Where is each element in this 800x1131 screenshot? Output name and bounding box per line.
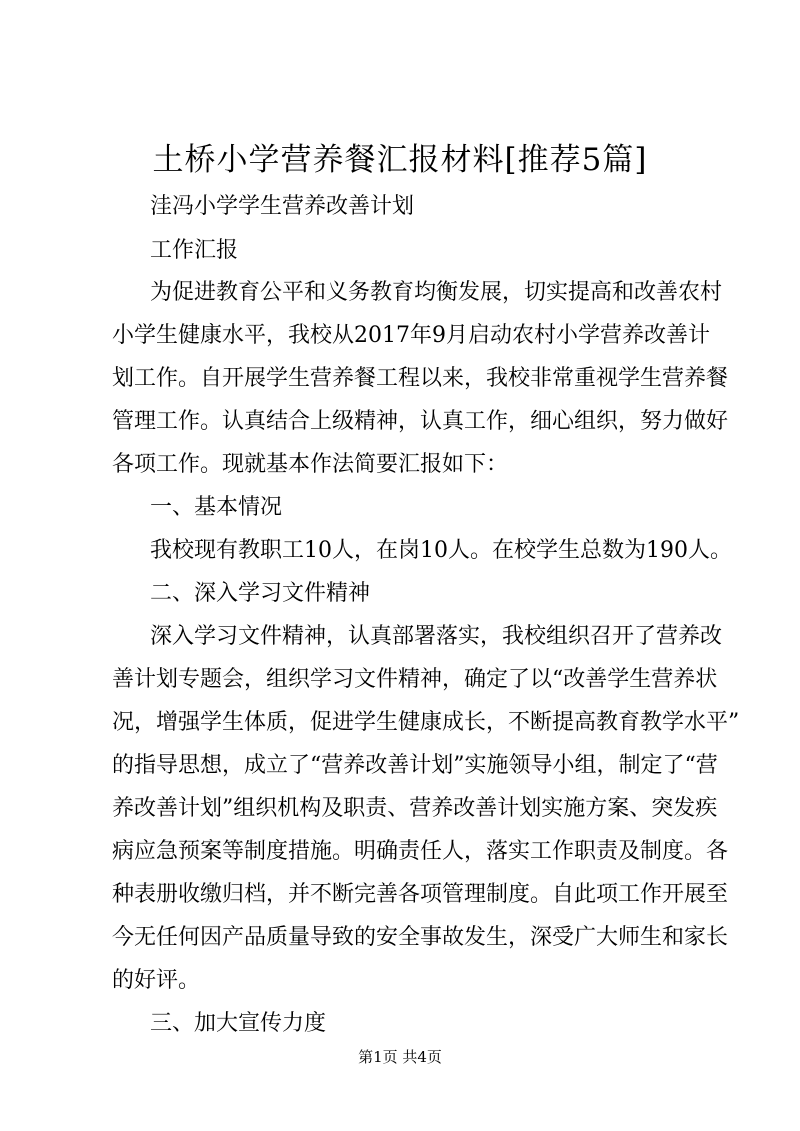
paragraph-line: 深入学习文件精神，认真部署落实，我校组织召开了营养改 — [150, 624, 723, 649]
paragraph-line: 小学生健康水平，我校从2017年9月启动农村小学营养改善计 — [112, 323, 710, 348]
paragraph-line: 为促进教育公平和义务教育均衡发展，切实提高和改善农村 — [150, 280, 723, 305]
section-heading-basic-situation: 一、基本情况 — [150, 495, 283, 520]
paragraph-line: 各项工作。现就基本作法简要汇报如下： — [112, 452, 509, 477]
paragraph-line: 病应急预案等制度措施。明确责任人，落实工作职责及制度。各 — [112, 839, 729, 864]
paragraph-line: 况，增强学生体质，促进学生健康成长，不断提高教育教学水平” — [112, 710, 740, 735]
paragraph-line: 管理工作。认真结合上级精神，认真工作，细心组织，努力做好 — [112, 409, 729, 434]
paragraph-line: 划工作。自开展学生营养餐工程以来，我校非常重视学生营养餐 — [112, 366, 729, 391]
subtitle-school-plan: 洼冯小学学生营养改善计划 — [150, 194, 415, 219]
section-heading-study-documents: 二、深入学习文件精神 — [150, 581, 371, 606]
subtitle-work-report: 工作汇报 — [150, 238, 239, 263]
paragraph-line: 善计划专题会，组织学习文件精神，确定了以“改善学生营养状 — [112, 667, 718, 692]
document-title: 土桥小学营养餐汇报材料[推荐5篇] — [152, 142, 648, 178]
paragraph-line: 我校现有教职工10人，在岗10人。在校学生总数为190人。 — [150, 538, 732, 563]
paragraph-line: 种表册收缴归档，并不断完善各项管理制度。自此项工作开展至 — [112, 882, 729, 907]
section-heading-publicity: 三、加大宣传力度 — [150, 1011, 327, 1036]
page-number-footer: 第1页 共4页 — [358, 1048, 442, 1066]
paragraph-line: 的好评。 — [112, 968, 201, 993]
paragraph-line: 的指导思想，成立了“营养改善计划”实施领导小组，制定了“营 — [112, 753, 718, 778]
paragraph-line: 养改善计划”组织机构及职责、营养改善计划实施方案、突发疾 — [112, 796, 718, 821]
paragraph-line: 今无任何因产品质量导致的安全事故发生，深受广大师生和家长 — [112, 925, 729, 950]
